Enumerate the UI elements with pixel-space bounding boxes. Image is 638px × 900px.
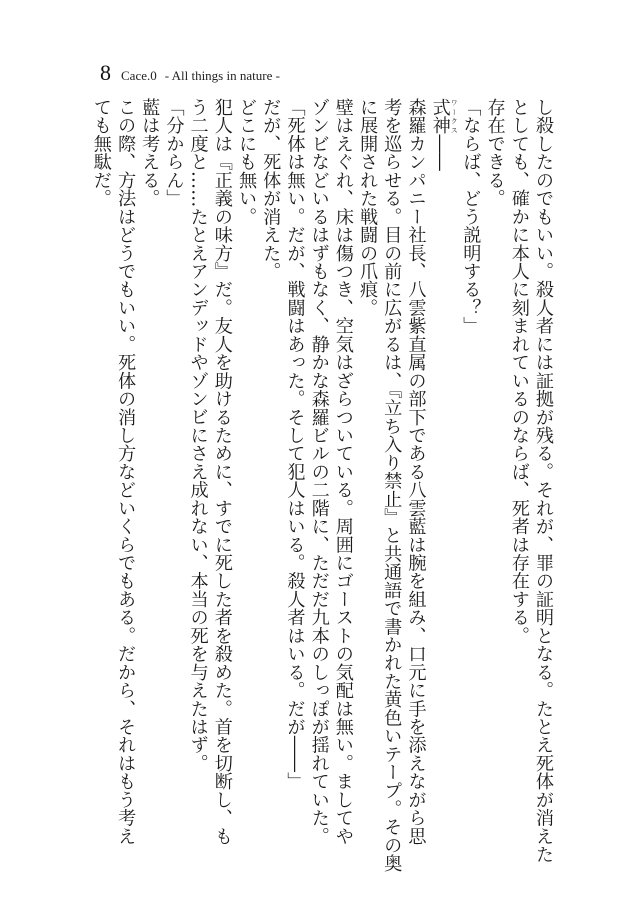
text-line: う二度と……たとえアンデッドやゾンビにさえ成れない、本当の死を与えたはず。 [187,98,209,773]
text-line: 森羅カンパニー社長、八雲紫直属の部下である八雲藍は腕を組み、口元に手を添えながら思 [405,98,427,846]
text-line: 「死体は無い。だが、戦闘はあった。そして犯人はいる。殺人者はいる。だが――」 [284,98,306,791]
text-line: に展開された戦闘の爪痕。 [357,98,379,317]
text-line: 犯人は『正義の味方』だ。友人を助けるために、すでに死した者を殺めた。首を切断し、も [211,98,233,846]
text-line: 考を巡らせる。目の前に広がるは、『立ち入り禁止』と共通語で書かれた黄色いテープ。その奥 [381,98,403,873]
chapter-label: Cace.0 [121,68,157,83]
text-line: 藍は考える。 [139,98,161,208]
text-line: 壁はえぐれ、床は傷つき、空気はざらついている。周囲にゴーストの気配は無い。ましてや [332,98,354,846]
text-line: だが、死体が消えた。 [260,98,282,281]
chapter-title [121,68,280,84]
page-number: 8 [100,60,111,85]
text-line: どこにも無い。 [236,98,258,226]
text-line: 「分からん」 [163,98,185,208]
text-line: ゾンビなどいるはずもなく、静かな森羅ビルの二階に、ただだ九本のしっぽが揺れていた。 [308,98,330,846]
dash: ―― [429,134,451,171]
ruby-reading: ワークス [450,98,459,135]
text-line: としても、確かに本人に刻まれているのならば、死者は存在する。 [508,98,530,645]
text-line: この際、方法はどうでもいい。死体の消し方などいくらでもある。だから、それはもう考え [115,98,137,846]
text-line: 存在できる。 [484,98,506,208]
text-line: ても無駄だ。 [90,98,112,208]
ruby-base: 式神 [429,98,451,135]
page-header [100,60,280,86]
text-line: し殺したのでもいい。殺人者には証拠が残る。それが、罪の証明となる。たとえ死体が消えた [533,98,554,864]
text-line-shikigami [427,98,458,840]
ruby-word [429,98,459,135]
chapter-subtitle: - All things in nature - [164,68,280,83]
vertical-body-text [90,98,555,873]
text-line: 「ならば、どう説明する？」 [460,98,482,335]
